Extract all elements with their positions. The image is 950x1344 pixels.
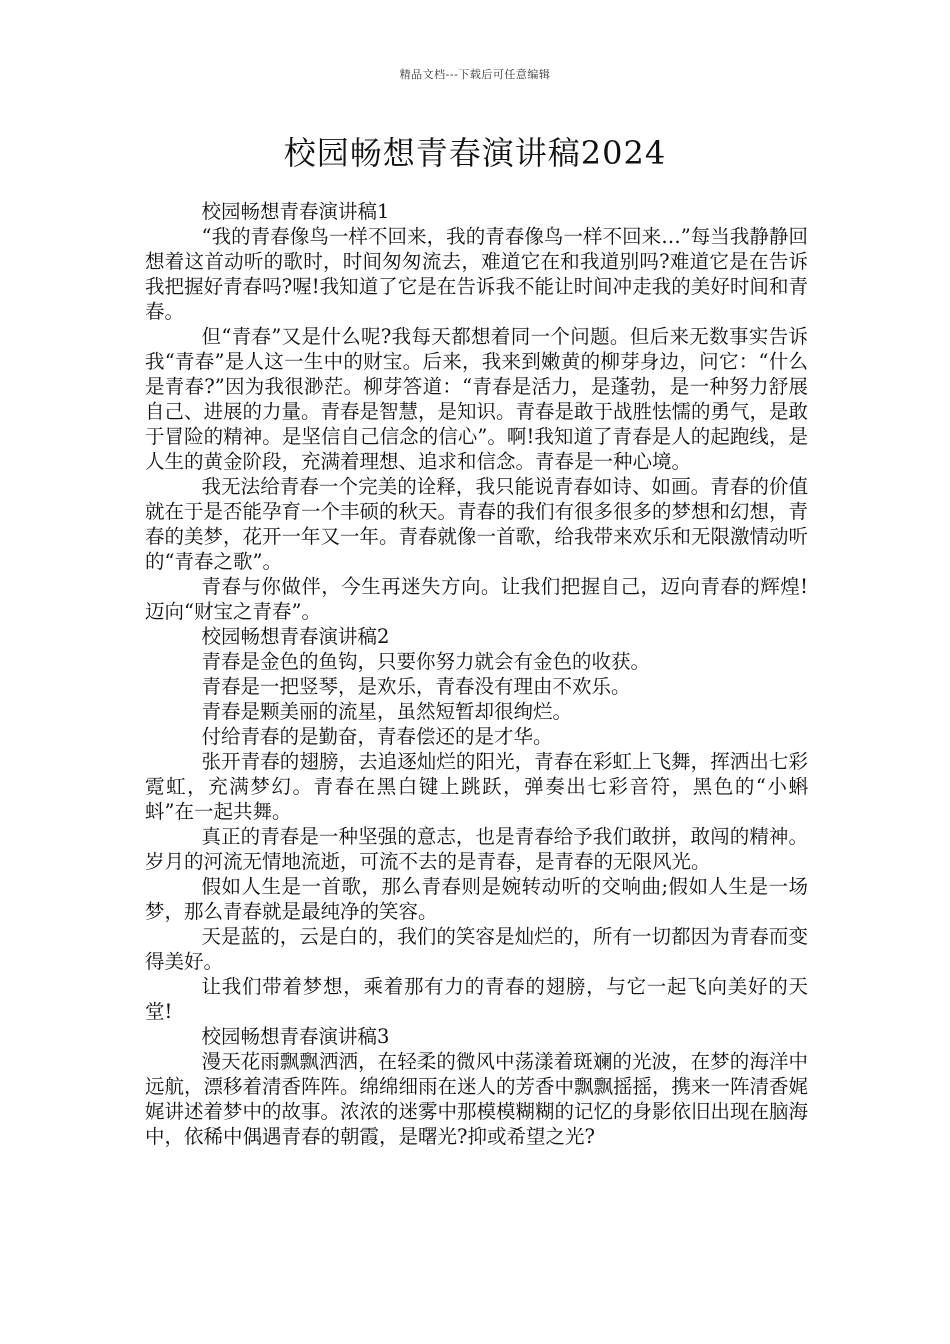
paragraph: 真正的青春是一种坚强的意志，也是青春给予我们敢拼，敢闯的精神。岁月的河流无情地流逝，可流不去的是青春，是青春的无限风光。 (145, 825, 808, 873)
paragraph: 我无法给青春一个完美的诠释，我只能说青春如诗、如画。青春的价值就在于是否能孕育一个丰硕的秋天。青春的我们有很多很多的梦想和幻想，青春的美梦，花开一年又一年。青春就像一首歌，给我带来欢乐和无限激情动听的“青春之歌”。 (145, 475, 809, 573)
document-body (145, 199, 808, 1149)
paragraph: 张开青春的翅膀，去追逐灿烂的阳光，青春在彩虹上飞舞，挥洒出七彩霓虹，充满梦幻。青春在黑白键上跳跃，弹奏出七彩音符，黑色的“小蝌蚪”在一起共舞。 (145, 750, 808, 823)
paragraph: 让我们带着梦想，乘着那有力的青春的翅膀，与它一起飞向美好的天堂! (145, 975, 808, 1023)
paragraph: 付给青春的是勤奋，青春偿还的是才华。 (201, 725, 553, 748)
paragraph: 但“青春”又是什么呢?我每天都想着同一个问题。但后来无数事实告诉我“青春”是人这一生中的财宝。后来，我来到嫩黄的柳芽身边，问它：“什么是青春?”因为我很渺茫。柳芽答道：“青春是活力，是蓬勃，是一种努力舒展自己、进展的力量。青春是智慧，是知识。青春是敢于战胜怯懦的勇气，是敢于冒险的精神。是坚信自己信念的信心”。啊!我知道了青春是人的起跑线，是人生的黄金阶段，充满着理想、追求和信念。青春是一种心境。 (145, 325, 809, 473)
section-heading-2: 校园畅想青春演讲稿2 (201, 625, 390, 648)
paragraph: 青春是金色的鱼钩，只要你努力就会有金色的收获。 (201, 650, 651, 673)
paragraph: “我的青春像鸟一样不回来，我的青春像鸟一样不回来…”每当我静静回想着这首动听的歌时，时间匆匆流去，难道它在和我道别吗?难道它是在告诉我把握好青春吗?喔!我知道了它是在告诉我不能让时间冲走我的美好时间和青春。 (145, 225, 808, 323)
paragraph: 假如人生是一首歌，那么青春则是婉转动听的交响曲;假如人生是一场梦，那么青春就是最纯净的笑容。 (145, 875, 808, 923)
header-note: 精品文档---下载后可任意编辑 (399, 68, 551, 81)
section-heading-1: 校园畅想青春演讲稿1 (201, 200, 390, 223)
paragraph: 天是蓝的，云是白的，我们的笑容是灿烂的，所有一切都因为青春而变得美好。 (145, 925, 808, 973)
paragraph: 青春是一把竖琴，是欢乐，青春没有理由不欢乐。 (201, 675, 631, 698)
paragraph: 漫天花雨飘飘洒洒，在轻柔的微风中荡漾着斑斓的光波，在梦的海洋中远航，漂移着清香阵阵。绵绵细雨在迷人的芳香中飘飘摇摇，携来一阵清香娓娓讲述着梦中的故事。浓浓的迷雾中那模模糊糊的记忆的身影依旧出现在脑海中，依稀中偶遇青春的朝霞，是曙光?抑或希望之光? (145, 1050, 809, 1148)
paragraph: 青春与你做伴，今生再迷失方向。让我们把握自己，迈向青春的辉煌!迈向“财宝之青春”。 (145, 575, 808, 623)
paragraph: 青春是颗美丽的流星，虽然短暂却很绚烂。 (201, 700, 573, 723)
document-title: 校园畅想青春演讲稿2024 (283, 134, 667, 172)
section-heading-3: 校园畅想青春演讲稿3 (201, 1025, 390, 1048)
